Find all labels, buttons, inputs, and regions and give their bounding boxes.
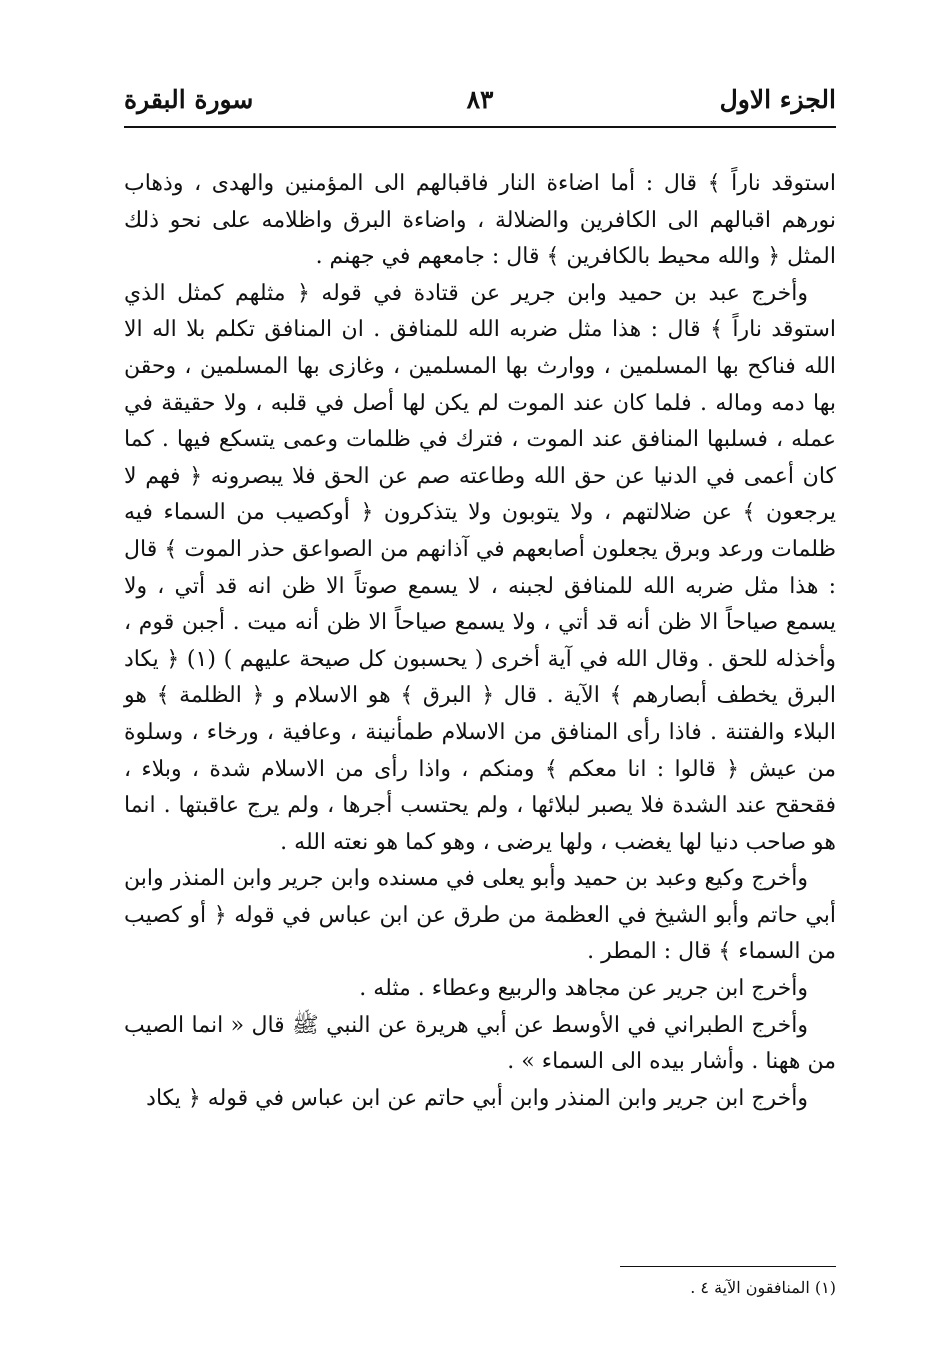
footnote: (١) المنافقون الآية ٤ .: [690, 1278, 836, 1297]
paragraph: استوقد ناراً ﴾ قال : أما اضاءة النار فاقبالهم الى المؤمنين والهدى ، وذهاب نورهم اقبالهم الى الكافرين والضلالة ، واضاءة البرق واظلامه على نحو ذلك المثل ﴿ والله محيط بالكافرين ﴾ قال : جامعهم في جهنم .: [124, 171, 836, 270]
volume-label: الجزء الاول: [719, 85, 836, 114]
header-divider: [124, 126, 836, 128]
surah-title: سورة البقرة: [124, 85, 254, 114]
paragraph: وأخرج الطبراني في الأوسط عن أبي هريرة عن النبي ﷺ قال « انما الصيب من ههنا . وأشار بيده الى السماء » .: [124, 1012, 836, 1075]
paragraph: وأخرج عبد بن حميد وابن جرير عن قتادة في قوله ﴿ مثلهم كمثل الذي استوقد ناراً ﴾ قال : هذا مثل ضربه الله للمنافق . ان المنافق تكلم بلا اله الا الله فناكح بها المسلمين ، ووارث بها المسلمين ، وغازى بها المسلمين ، وحقن بها دمه وماله . فلما كان عند الموت لم يكن لها أصل في قلبه ، ولا حقيقة في عمله ، فسلبها المنافق عند الموت ، فترك في ظلمات وعمى يتسكع فيها . كما كان أعمى في الدنيا عن حق الله وطاعته صم عن الحق فلا يبصرونه ﴿ فهم لا يرجعون ﴾ عن ضلالتهم ، ولا يتوبون ولا يتذكرون ﴿ أوكصيب من السماء فيه ظلمات ورعد وبرق يجعلون أصابعهم في آذانهم من الصواعق حذر الموت ﴾ قال : هذا مثل ضربه الله للمنافق لجبنه ، لا يسمع صوتاً الا ظن انه قد أتي ، ولا يسمع صياحاً الا ظن أنه قد أتي ، ولا يسمع صياحاً الا ظن أنه ميت . أجبن قوم ، وأخذله للحق . وقال الله في آية أخرى ( يحسبون كل صيحة عليهم ) (١) ﴿ يكاد البرق يخطف أبصارهم ﴾ الآية . قال ﴿ البرق ﴾ هو الاسلام و ﴿ الظلمة ﴾ هو البلاء والفتنة . فاذا رأى المنافق من الاسلام طمأنينة ، وعافية ، ورخاء ، وسلوة من عيش ﴿ قالوا : انا معكم ﴾ ومنكم ، واذا رأى من الاسلام شدة ، وبلاء ، فقحقح عند الشدة فلا يصبر لبلائها ، ولم يحتسب أجرها ، ولم يرج عاقبتها . انما هو صاحب دنيا لها يغضب ، ولها يرضى ، وهو كما هو نعته الله .: [124, 280, 836, 855]
main-text: [124, 166, 836, 1117]
paragraph: وأخرج وكيع وعبد بن حميد وأبو يعلى في مسنده وابن جرير وابن المنذر وابن أبي حاتم وأبو الشيخ في العظمة من طرق عن ابن عباس في قوله ﴿ أو كصيب من السماء ﴾ قال : المطر .: [124, 866, 836, 965]
page-header: [124, 80, 836, 120]
footnote-divider: [620, 1266, 836, 1267]
page-number: ٨٣: [466, 85, 494, 114]
paragraph: وأخرج ابن جرير عن مجاهد والربيع وعطاء . مثله .: [359, 976, 808, 1002]
paragraph: وأخرج ابن جرير وابن المنذر وابن أبي حاتم عن ابن عباس في قوله ﴿ يكاد: [146, 1085, 808, 1111]
